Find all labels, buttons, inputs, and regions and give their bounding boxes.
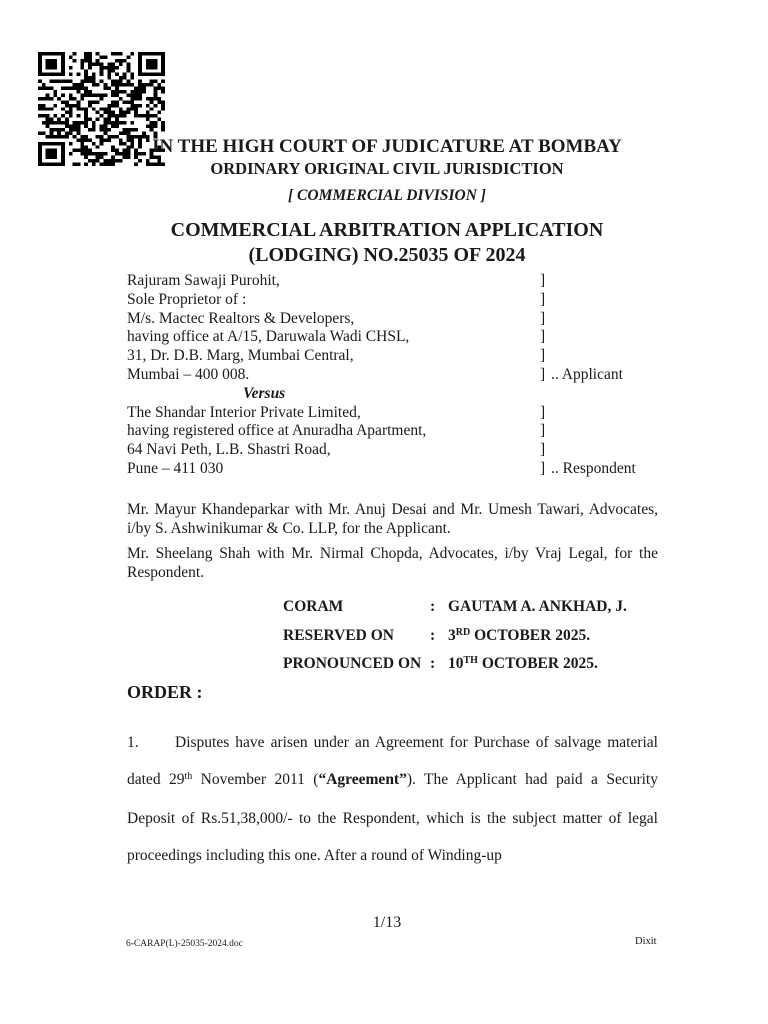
party-text: having registered office at Anuradha Apartment, [127, 422, 427, 440]
party-text: having office at A/15, Daruwala Wadi CHSL, [127, 328, 410, 346]
court-name: IN THE HIGH COURT OF JUDICATURE AT BOMBAY [152, 136, 622, 157]
versus-label: Versus [243, 384, 286, 402]
party-text: Rajuram Sawaji Purohit, [127, 272, 280, 289]
case-title [114, 218, 660, 268]
bracket: ] [540, 328, 546, 346]
paragraph-text: November 2011 ( [192, 771, 319, 788]
party-text: Pune – 411 030 [127, 459, 224, 477]
reserved-value [448, 628, 627, 647]
respondent-line [127, 422, 667, 441]
paragraph-text: ). The Applicant had paid a Security Deposit of Rs.51,38,000/- to the Respondent, which is the subject matter of legal proceedings including this one. After a round of Winding-up [127, 771, 658, 864]
order-heading: ORDER : [127, 682, 203, 702]
paragraph-text: Disputes have arisen under an Agreement for Purchase of salvage material dated 29 [127, 734, 658, 788]
applicant-line [127, 328, 667, 347]
party-text: 64 Navi Peth, L.B. Shastri Road, [127, 441, 331, 459]
respondent-label: .. Respondent [551, 459, 636, 477]
pronounced-rest: OCTOBER 2025. [477, 655, 598, 672]
coram-colon: : [430, 598, 436, 615]
jurisdiction: ORDINARY ORIGINAL CIVIL JURISDICTION [210, 159, 564, 178]
paragraph-number: 1. [127, 734, 139, 751]
respondent-line [127, 441, 667, 460]
parties-block [127, 272, 667, 479]
respondent-line [127, 460, 667, 479]
signer-name: Dixit [635, 936, 657, 947]
applicant-line [127, 291, 667, 310]
document-header [114, 136, 660, 268]
case-title-line1: COMMERCIAL ARBITRATION APPLICATION [170, 219, 604, 241]
ordinal-sup: RD [455, 626, 471, 638]
coram-value [448, 599, 627, 618]
reserved-label: RESERVED ON [283, 626, 394, 644]
party-text: M/s. Mactec Realtors & Developers, [127, 309, 355, 327]
coram-block [283, 599, 627, 675]
pronounced-value [448, 656, 627, 675]
respondent-line [127, 404, 667, 423]
applicant-line [127, 310, 667, 329]
reserved-day: 3 [448, 626, 456, 644]
coram-colon: : [430, 655, 436, 672]
bracket: ] [540, 309, 546, 327]
applicant-line [127, 347, 667, 366]
party-text: 31, Dr. D.B. Marg, Mumbai Central, [127, 347, 354, 365]
bracket: ] [540, 290, 546, 308]
bracket: ] [540, 347, 546, 365]
coram-label: CORAM [283, 598, 344, 615]
case-title-line2: (LODGING) NO.25035 OF 2024 [248, 244, 526, 266]
document-filename: 6-CARAP(L)-25035-2024.doc [126, 939, 243, 949]
applicant-advocates: Mr. Mayur Khandeparkar with Mr. Anuj Desai and Mr. Umesh Tawari, Advocates, i/by S. Ashwinikumar & Co. LLP, for the Applicant. [127, 501, 658, 538]
page-number: 1/13 [372, 914, 402, 931]
ordinal-sup: th [184, 771, 193, 782]
bracket: ] [540, 459, 546, 477]
bracket: ] [540, 272, 546, 289]
coram-colon: : [430, 626, 436, 644]
coram-judge: GAUTAM A. ANKHAD, J. [448, 598, 627, 615]
bracket: ] [540, 403, 546, 421]
defined-term: “Agreement” [318, 771, 407, 788]
bracket: ] [540, 422, 546, 440]
pronounced-label: PRONOUNCED ON [283, 655, 422, 672]
applicant-line [127, 272, 667, 291]
party-text: Mumbai – 400 008. [127, 365, 250, 383]
party-text: The Shandar Interior Private Limited, [127, 403, 361, 421]
applicant-label: .. Applicant [551, 365, 623, 383]
division: [ COMMERCIAL DIVISION ] [288, 187, 486, 204]
party-text: Sole Proprietor of : [127, 290, 247, 308]
order-paragraph-1 [127, 724, 658, 874]
respondent-advocates: Mr. Sheelang Shah with Mr. Nirmal Chopda, Advocates, i/by Vraj Legal, for the Respondent. [127, 545, 658, 582]
bracket: ] [540, 365, 546, 383]
bracket: ] [540, 441, 546, 459]
applicant-line [127, 366, 667, 385]
reserved-rest: OCTOBER 2025. [470, 626, 591, 644]
ordinal-sup: TH [463, 655, 478, 666]
pronounced-day: 10 [448, 655, 464, 672]
